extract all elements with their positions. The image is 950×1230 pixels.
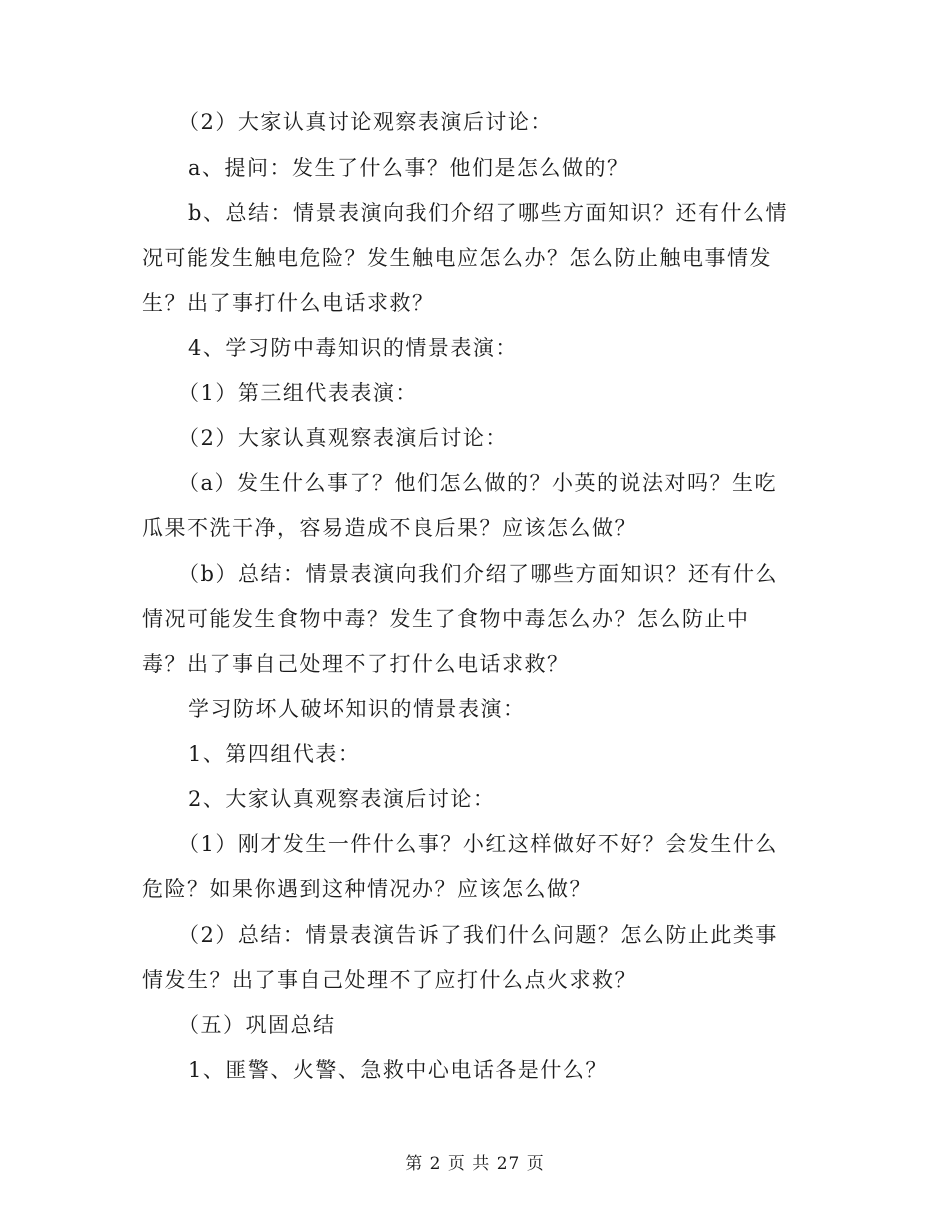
paragraph-line: 况可能发生触电危险？发生触电应怎么办？怎么防止触电事情发 [142,246,772,270]
paragraph-line: （1）第三组代表表演： [178,381,418,405]
paragraph-line: 情况可能发生食物中毒？发生了食物中毒怎么办？怎么防止中 [142,607,750,631]
paragraph-line: b、总结：情景表演向我们介绍了哪些方面知识？还有什么情 [188,201,788,225]
section-heading: 学习防坏人破坏知识的情景表演： [188,697,526,721]
paragraph-line: （2）大家认真观察表演后讨论： [178,426,508,450]
paragraph-line: 毒？出了事自己处理不了打什么电话求救？ [142,652,570,676]
paragraph-line: 危险？如果你遇到这种情况办？应该怎么做？ [142,877,592,901]
paragraph-line: （2）总结：情景表演告诉了我们什么问题？怎么防止此类事 [178,923,778,947]
paragraph-line: 2、大家认真观察表演后讨论： [188,787,496,811]
page-number-footer: 第 2 页 共 27 页 [405,1154,545,1174]
paragraph-line: 情发生？出了事自己处理不了应打什么点火求救？ [142,968,637,992]
paragraph-line: （a）发生什么事了？他们怎么做的？小英的说法对吗？生吃 [178,471,778,495]
paragraph-line: （2）大家认真讨论观察表演后讨论： [178,110,553,134]
paragraph-line: 瓜果不洗干净，容易造成不良后果？应该怎么做？ [142,516,637,540]
paragraph-line: （1）刚才发生一件什么事？小红这样做好不好？会发生什么 [178,832,778,856]
paragraph-line: 1、匪警、火警、急救中心电话各是什么？ [188,1058,608,1082]
paragraph-line: 1、第四组代表： [188,742,361,766]
section-heading: （五）巩固总结 [178,1013,336,1037]
paragraph-line: 生？出了事打什么电话求救？ [142,291,435,315]
section-heading: 4、学习防中毒知识的情景表演： [188,336,518,360]
paragraph-line: （b）总结：情景表演向我们介绍了哪些方面知识？还有什么 [178,562,778,586]
paragraph-line: a、提问：发生了什么事？他们是怎么做的？ [188,156,630,180]
